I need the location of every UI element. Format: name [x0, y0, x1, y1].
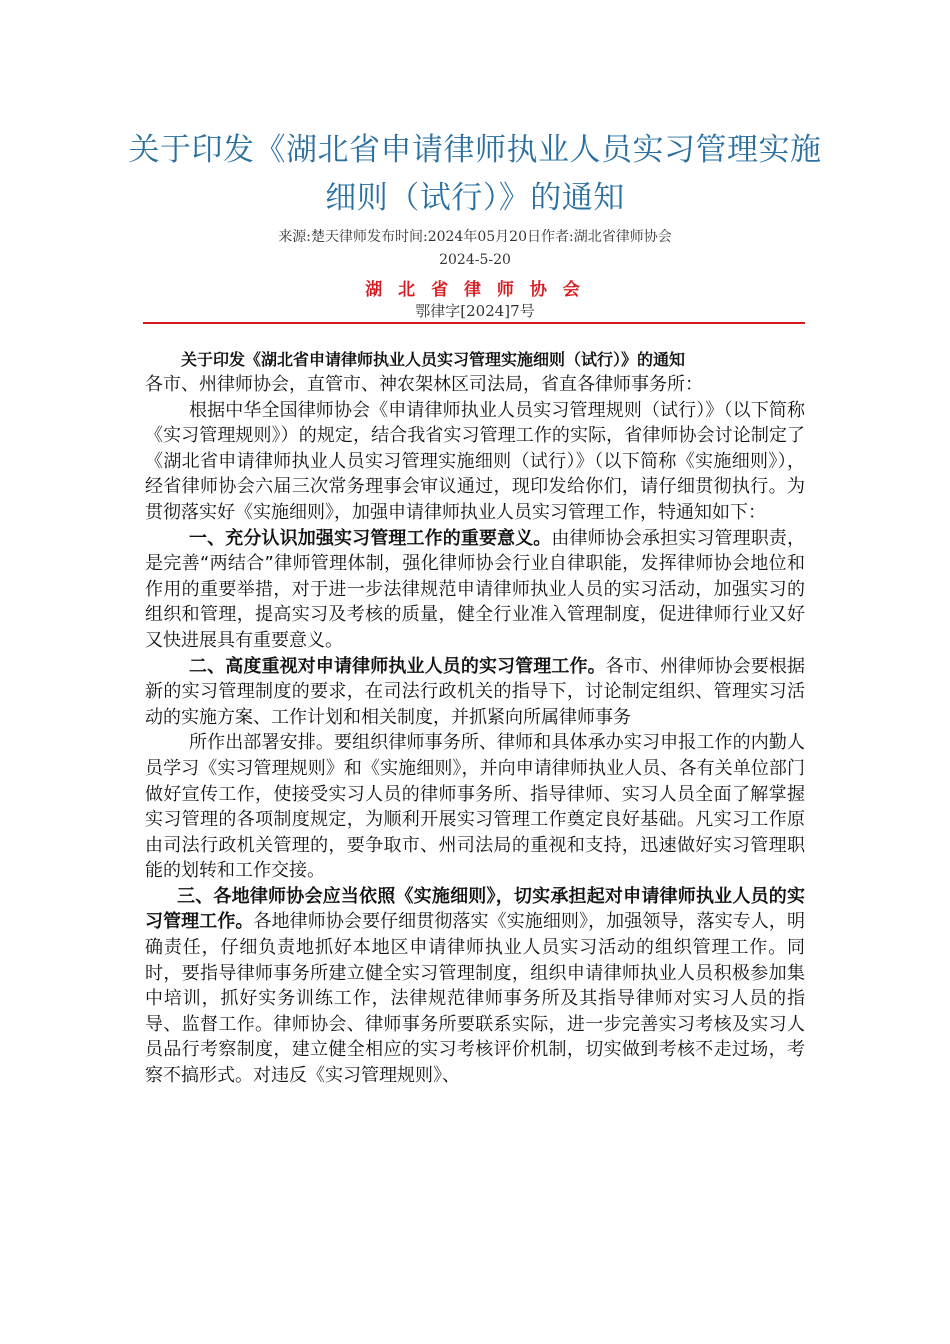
intro-paragraph: 根据中华全国律师协会《申请律师执业人员实习管理规则（试行）》（以下简称《实习管理规则》）的规定，结合我省实习管理工作的实际，省律师协会讨论制定了《湖北省申请律师执业人员实习管理实施细则（试行）》（以下简称《实施细则》），经省律师协会六届三次常务理事会审议通过，现印发给你们，请仔细贯彻执行。为贯彻落实好《实施细则》，加强申请律师执业人员实习管理工作，特通知如下：: [145, 399, 805, 523]
red-divider: [143, 322, 805, 324]
issuing-organization: 湖 北 省 律 师 协 会: [365, 280, 585, 300]
section-2-text: 各市、州律师协会要根据新的实习管理制度的要求，在司法行政机关的指导下，讨论制定组织、管理实习活动的实施方案、工作计划和相关制度，并抓紧向所属律师事务: [145, 655, 806, 728]
section-1-text: 由律师协会承担实习管理职责，是完善“两结合”律师管理体制，强化律师协会行业自律职能，发挥律师协会地位和作用的重要举措，对于进一步法律规范申请律师执业人员的实习活动，加强实习的组织和管理，提高实习及考核的质量，健全行业准入管理制度，促进律师行业又好又快进展具有重要意义。: [145, 527, 805, 651]
salutation: 各市、州律师协会，直管市、神农架林区司法局，省直各律师事务所：: [145, 374, 703, 395]
section-3: [145, 884, 805, 1089]
document-body: [145, 348, 805, 1089]
document-title: 关于印发《湖北省申请律师执业人员实习管理实施细则（试行）》的通知: [128, 132, 822, 216]
notice-subtitle: 关于印发《湖北省申请律师执业人员实习管理实施细则（试行）》的通知: [181, 350, 686, 369]
source-meta: 来源:楚天律师发布时间:2024年05月20日作者:湖北省律师协会: [278, 229, 672, 245]
section-1: [145, 526, 805, 654]
section-2-heading: 二、高度重视对申请律师执业人员的实习管理工作。: [189, 655, 606, 677]
section-3-text: 各地律师协会要仔细贯彻落实《实施细则》，加强领导，落实专人，明确责任，仔细负责地抓好本地区申请律师执业人员实习活动的组织管理工作。同时，要指导律师事务所建立健全实习管理制度，组织申请律师执业人员积极参加集中培训，抓好实务训练工作，法律规范律师事务所及其指导律师对实习人员的指导、监督工作。律师协会、律师事务所要联系实际，进一步完善实习考核及实习人员品行考察制度，建立健全相应的实习考核评价机制，切实做到考核不走过场，考察不搞形式。对违反《实习管理规则》、: [145, 911, 805, 1087]
section-2-continued: 所作出部署安排。要组织律师事务所、律师和具体承办实习申报工作的内勤人员学习《实习管理规则》和《实施细则》，并向申请律师执业人员、各有关单位部门做好宣传工作，使接受实习人员的律师事务所、指导律师、实习人员全面了解掌握实习管理的各项制度规定，为顺利开展实习管理工作奠定良好基础。凡实习工作原由司法行政机关管理的，要争取市、州司法局的重视和支持，迅速做好实习管理职能的划转和工作交接。: [145, 732, 805, 882]
publish-date: 2024-5-20: [439, 252, 511, 268]
section-2: [145, 654, 805, 731]
document-number: 鄂律字[2024]7号: [415, 302, 535, 320]
section-1-heading: 一、充分认识加强实习管理工作的重要意义。: [189, 527, 552, 549]
section-3-heading: 三、各地律师协会应当依照《实施细则》，切实承担起对申请律师执业人员的实习管理工作。: [145, 885, 805, 933]
